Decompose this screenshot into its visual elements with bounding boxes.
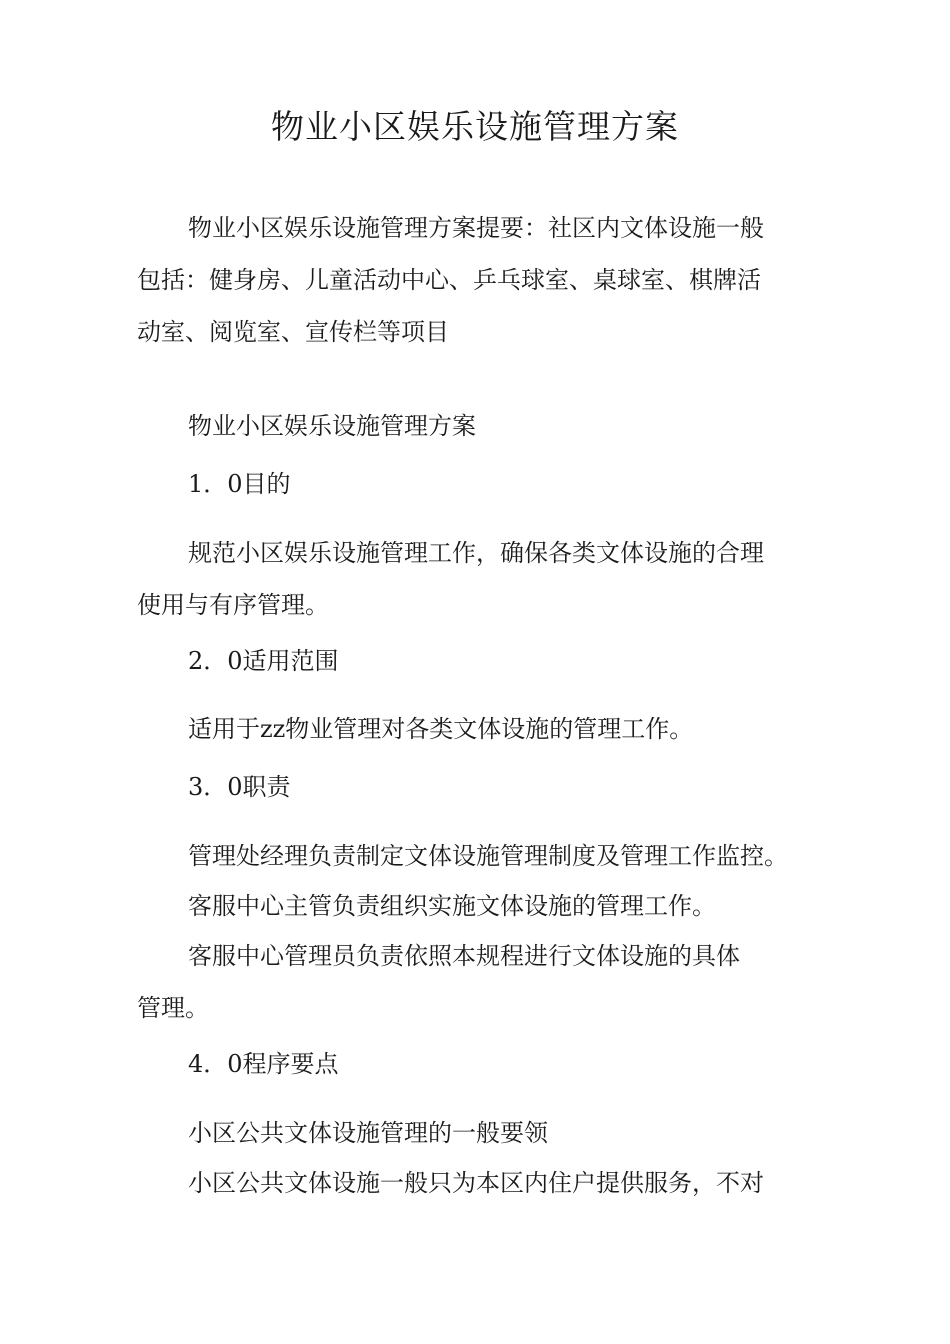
purpose-line: 使用与有序管理。 [137, 591, 329, 619]
purpose-paragraph [137, 527, 827, 631]
section-heading-duties: 3．0职责 [188, 773, 291, 801]
summary-line: 物业小区娱乐设施管理方案提要：社区内文体设施一般 [188, 214, 764, 242]
summary-paragraph [137, 202, 827, 358]
purpose-line: 规范小区娱乐设施管理工作，确保各类文体设施的合理 [188, 539, 764, 567]
summary-line: 动室、阅览室、宣传栏等项目 [137, 318, 449, 346]
duty-manager: 管理处经理负责制定文体设施管理制度及管理工作监控。 [188, 842, 788, 870]
summary-line: 包括：健身房、儿童活动中心、乒乓球室、桌球室、棋牌活 [137, 266, 761, 294]
section-heading-procedure: 4．0程序要点 [188, 1050, 339, 1078]
duty-staff-line: 管理。 [137, 994, 209, 1022]
duty-staff-line: 客服中心管理员负责依照本规程进行文体设施的具体 [188, 942, 740, 970]
duty-staff-paragraph [137, 930, 827, 1034]
procedure-subheading: 小区公共文体设施管理的一般要领 [188, 1119, 548, 1147]
document-subtitle: 物业小区娱乐设施管理方案 [188, 412, 476, 440]
document-title: 物业小区娱乐设施管理方案 [271, 107, 679, 146]
duty-supervisor: 客服中心主管负责组织实施文体设施的管理工作。 [188, 892, 716, 920]
scope-paragraph: 适用于zz物业管理对各类文体设施的管理工作。 [188, 715, 694, 743]
section-heading-scope: 2．0适用范围 [188, 647, 339, 675]
section-heading-purpose: 1．0目的 [188, 470, 291, 498]
procedure-paragraph: 小区公共文体设施一般只为本区内住户提供服务，不对 [188, 1169, 764, 1197]
